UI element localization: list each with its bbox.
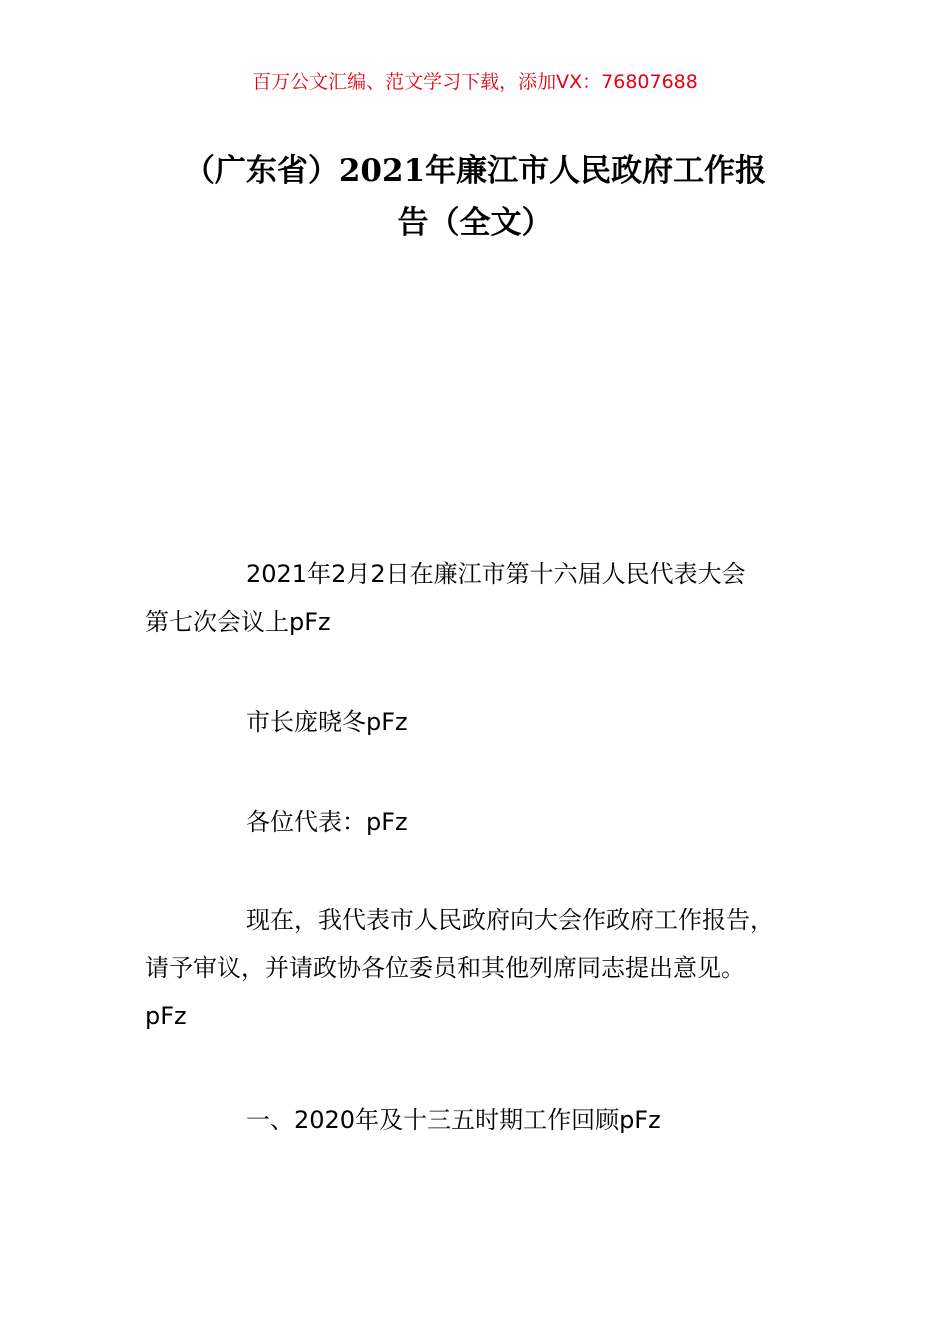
- paragraph-line: 市长庞晓冬pFz: [246, 708, 408, 736]
- document-title: [130, 145, 820, 249]
- paragraph-line: pFz: [145, 1002, 187, 1030]
- title-line-2: 告（全文）: [397, 205, 553, 241]
- paragraph-line: 请予审议，并请政协各位委员和其他列席同志提出意见。: [145, 954, 745, 982]
- paragraph-meeting-info: [145, 550, 835, 646]
- title-line-1: （广东省）2021年廉江市人民政府工作报: [183, 153, 767, 189]
- section-heading-review: [145, 1096, 835, 1144]
- paragraph-line: 一、2020年及十三五时期工作回顾pFz: [246, 1106, 661, 1134]
- paragraph-opening: [145, 896, 835, 1040]
- paragraph-speaker: [145, 698, 835, 746]
- paragraph-line: 第七次会议上pFz: [145, 608, 331, 636]
- paragraph-line: 现在，我代表市人民政府向大会作政府工作报告，: [246, 906, 774, 934]
- paragraph-salutation: [145, 798, 835, 846]
- paragraph-line: 各位代表：pFz: [246, 808, 408, 836]
- paragraph-line: 2021年2月2日在廉江市第十六届人民代表大会: [246, 560, 746, 588]
- header-promo-note: 百万公文汇编、范文学习下载，添加VX：76807688: [252, 71, 698, 93]
